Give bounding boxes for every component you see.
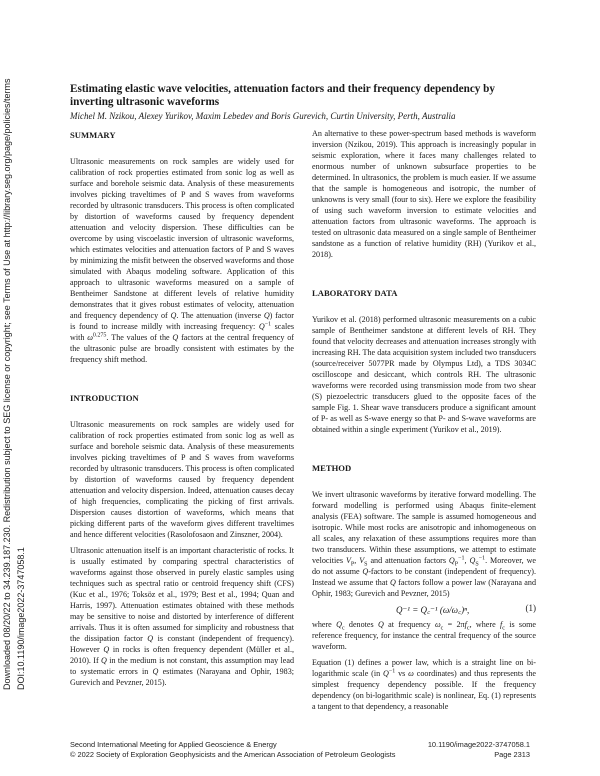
equation-1 [312, 599, 536, 619]
laboratory-paragraph: Yurikov et al. (2018) performed ultrasonic measurements on a cubic sample of Bentheimer sandstone at different levels of RH. They found that velocity decreases and attenuation increases strongly with increasing RH. The data acquisition system included two transducers (source/receiver 5077PR made by Olympus Ltd), a TDS 3034C oscilloscope and desiccant, which controls RH. The ultrasonic waveforms were recorded using transmission mode from two shear (S) piezoelectric transducers glued to the opposite faces of the sample Fig. 1. Shear wave transducers produce a significant amount of P- as well as S-wave energy so that P- and S-wave waveforms are obtained within a single experiment (Yurikov et al., 2019). [312, 315, 536, 434]
summary-text: Ultrasonic measurements on rock samples are widely used for calibration of rock properties estimated from sonic log as well as surface and borehole seismic data. Analysis of these measurements involves picking traveltimes of P and S waves from waveforms recorded by ultrasonic transducers. This process is often complicated by distortion of waveforms caused by frequency dependent attenuation and velocity dispersion. These difficulties can be overcome by using viscoelastic inversion of ultrasonic waveforms, which estimates velocities and attenuation factors of P and S waves by minimizing the misfit between the observed waveforms and those simulated with Abaqus modeling software. Application of this approach to ultrasonic waveforms measured on a sample of Bentheimer Sandstone at different levels of relative humidity demonstrates that it gives robust estimates of velocity, attenuation and frequency dependency of Q. The attenuation (inverse Q) factor is found to increase mildly with increasing frequency: $Q^{-1}$ scales with $\omega^{0.275}$. The values of the Q factors at the central frequency of the ultrasonic pulse are broadly consistent with estimates by the frequency shift method. [70, 157, 294, 364]
doi-notice: DOI:10.1190/image2022-3747058.1 [16, 547, 26, 690]
left-column [70, 130, 294, 688]
paper-title: Estimating elastic wave velocities, attenuation factors and their frequency dependency by inverting ultrasonic waveforms [70, 83, 495, 108]
summary-heading: SUMMARY [70, 130, 116, 140]
paper-authors: Michel M. Nzikou, Alexey Yurikov, Maxim Lebedev and Boris Gurevich, Curtin University, Perth, Australia [70, 111, 456, 121]
laboratory-heading: LABORATORY DATA [312, 288, 398, 298]
download-notice: Downloaded 08/20/22 to 34.239.187.230. Redistribution subject to SEG license or copyright; see Terms of Use at http://library.seg.org/page/policies/terms [2, 78, 12, 690]
method-paragraph-3: Equation (1) defines a power law, which is a straight line on bi-logarithmic scale (in $Q^{-1}$ vs ω coordinates) and thus represents the simplest frequency dependency possible. If the frequency dependency (on bi-logarithmic scale) is nonlinear, Eq. (1) represents a tangent to that dependency, a reasonable [312, 658, 536, 711]
method-heading: METHOD [312, 463, 352, 473]
introduction-paragraph-2: Ultrasonic attenuation itself is an important characteristic of rocks. It is usually estimated by comparing spectral characteristics of waveforms against those observed in purely elastic samples using techniques such as spectral ratio or centroid frequency shift (CFS) (Kuc et al., 1976; Toksöz et al., 1979; Best et al., 1994; Quan and Harris, 1997). Attenuation estimates obtained with these methods may be sensitive to noise and distorted by interference of different arrivals. Thus it is often assumed for simplicity and robustness that the dissipation factor Q is constant (independent of frequency). However Q in rocks is often frequency dependent (Müller et al., 2010). If Q in the medium is not constant, this assumption may lead to systematic errors in Q estimates (Narayana and Ophir, 1983; Gurevich and Pevzner, 2015). [70, 546, 295, 687]
footer-page-number: Page 2313 [494, 750, 530, 759]
right-column [312, 128, 536, 712]
method-paragraph-2: where $Q_c$ denotes Q at frequency $\omega_c = 2\pi f_c$, where $f_c$ is some reference frequency, for instance the central frequency of the source waveform. [312, 620, 537, 651]
waveform-inversion-paragraph: An alternative to these power-spectrum based methods is waveform inversion (Nzikou, 2019). This approach is increasingly popular in seismic exploration, where it faces many challenges related to enormous number of unknown subsurface properties to be determined. In ultrasonics, the problem is much easier. If we assume that the sample is homogeneous and isotropic, the number of unknowns is very small (four to six). Here we explore the feasibility of using such waveform inversion to estimate velocities and attenuation factors from ultrasonic waveforms. The approach is tested on ultrasonic data measured on a single sample of Bentheimer sandstone as a function of relative humidity (RH) (Yurikov et al., 2018). [312, 129, 536, 259]
footer-copyright: © 2022 Society of Exploration Geophysicists and the American Association of Petroleum Geologists [70, 750, 396, 759]
method-paragraph-1: We invert ultrasonic waveforms by iterative forward modelling. The forward modelling is performed using Abaqus finite-element analysis (FEA) software. The sample is assumed homogeneous and isotropic. While most rocks are anisotropic and inhomogeneous on all scales, any relaxation of these assumptions requires more than two transducers. Within these assumptions, we attempt to estimate velocities $V_P$, $V_S$ and attenuation factors $Q_P^{-1}$, $Q_S^{-1}$. Moreover, we do not assume Q-factors to be constant (independent of frequency). Instead we assume that Q factors follow a power law (Narayana and Ophir, 1983; Gurevich and Pevzner, 2015) [312, 490, 537, 598]
download-sidebar [2, 78, 34, 690]
footer-meeting: Second International Meeting for Applied Geoscience & Energy [70, 740, 277, 749]
equation-expression: Q⁻¹ = Q꜀⁻¹ (ω/ω꜀)ⁿ, [396, 605, 470, 615]
introduction-heading: INTRODUCTION [70, 393, 139, 403]
footer-doi: 10.1190/image2022-3747058.1 [427, 740, 530, 749]
equation-number: (1) [525, 603, 536, 613]
page-footer [70, 740, 530, 760]
introduction-paragraph-1: Ultrasonic measurements on rock samples are widely used for calibration of rock properties estimated from sonic log as well as surface and borehole seismic data. Analysis of these measurements involves picking traveltimes of P and S waves from waveforms recorded by ultrasonic transducers. This process is often complicated by distortion of waveforms caused by frequency dependent attenuation and velocity dispersion. Indeed, attenuation causes decay of high frequencies, complicating the picking of first arrivals. Dispersion causes distortion of waveforms, which means that picking different parts of the waveform gives different traveltimes and hence different velocities (Rasolofosaon and Zinszner, 2004). [70, 420, 294, 539]
